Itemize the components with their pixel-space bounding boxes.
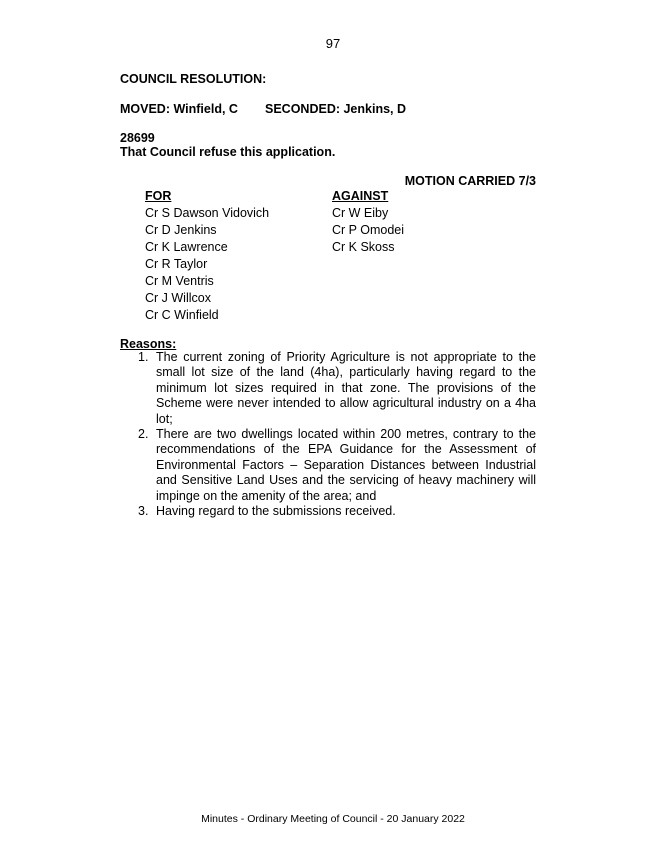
- reason-number: 1.: [138, 350, 149, 364]
- vote-for-item: Cr M Ventris: [145, 274, 214, 288]
- reason-item: [120, 427, 536, 504]
- reason-item: [120, 504, 536, 519]
- votes-against-column: [332, 188, 404, 256]
- vote-against-item: Cr W Eiby: [332, 206, 389, 220]
- resolution-heading: COUNCIL RESOLUTION:: [120, 72, 267, 86]
- reason-number: 3.: [138, 504, 149, 519]
- vote-against-item: Cr P Omodei: [332, 223, 405, 237]
- vote-for-item: Cr D Jenkins: [145, 223, 217, 237]
- vote-for-item: Cr K Lawrence: [145, 240, 228, 254]
- vote-against-item: Cr K Skoss: [332, 240, 395, 254]
- motion-result: MOTION CARRIED 7/3: [404, 174, 536, 188]
- reasons-list: [120, 350, 536, 519]
- reason-item: [120, 350, 536, 427]
- votes-against-list: [332, 205, 404, 256]
- vote-for-item: Cr S Dawson Vidovich: [145, 206, 270, 220]
- page-footer: Minutes - Ordinary Meeting of Council - 20 January 2022: [201, 813, 465, 825]
- reason-number: 2.: [138, 427, 149, 442]
- votes-for-column: [145, 188, 269, 324]
- reason-text: Having regard to the submissions received.: [156, 504, 396, 519]
- reason-text: The current zoning of Priority Agriculture is not appropriate to the small lot size of the land (4ha), particularly having regard to the minimum lot sizes required in that zone. The provisions of the Scheme were never intended to allow agricultural industry on a 4ha lot;: [156, 350, 536, 426]
- vote-for-item: Cr R Taylor: [145, 257, 208, 271]
- reason-text: There are two dwellings located within 200 metres, contrary to the recommendations of the EPA Guidance for the Assessment of Environmental Factors – Separation Distances between Industrial and Sensitive Land Uses and the servicing of heavy machinery will impinge on the amenity of the area; and: [156, 427, 536, 503]
- reasons-heading: Reasons:: [120, 337, 177, 351]
- moved-by: MOVED: Winfield, C: [120, 102, 238, 116]
- vote-for-item: Cr J Willcox: [145, 291, 211, 305]
- seconded-by: SECONDED: Jenkins, D: [265, 102, 407, 116]
- page-number: 97: [325, 36, 341, 51]
- resolution-text: That Council refuse this application.: [120, 145, 336, 159]
- votes-for-list: [145, 205, 269, 324]
- vote-for-item: Cr C Winfield: [145, 308, 219, 322]
- resolution-number: 28699: [120, 131, 155, 145]
- votes-for-heading: FOR: [145, 189, 172, 203]
- votes-against-heading: AGAINST: [332, 189, 389, 203]
